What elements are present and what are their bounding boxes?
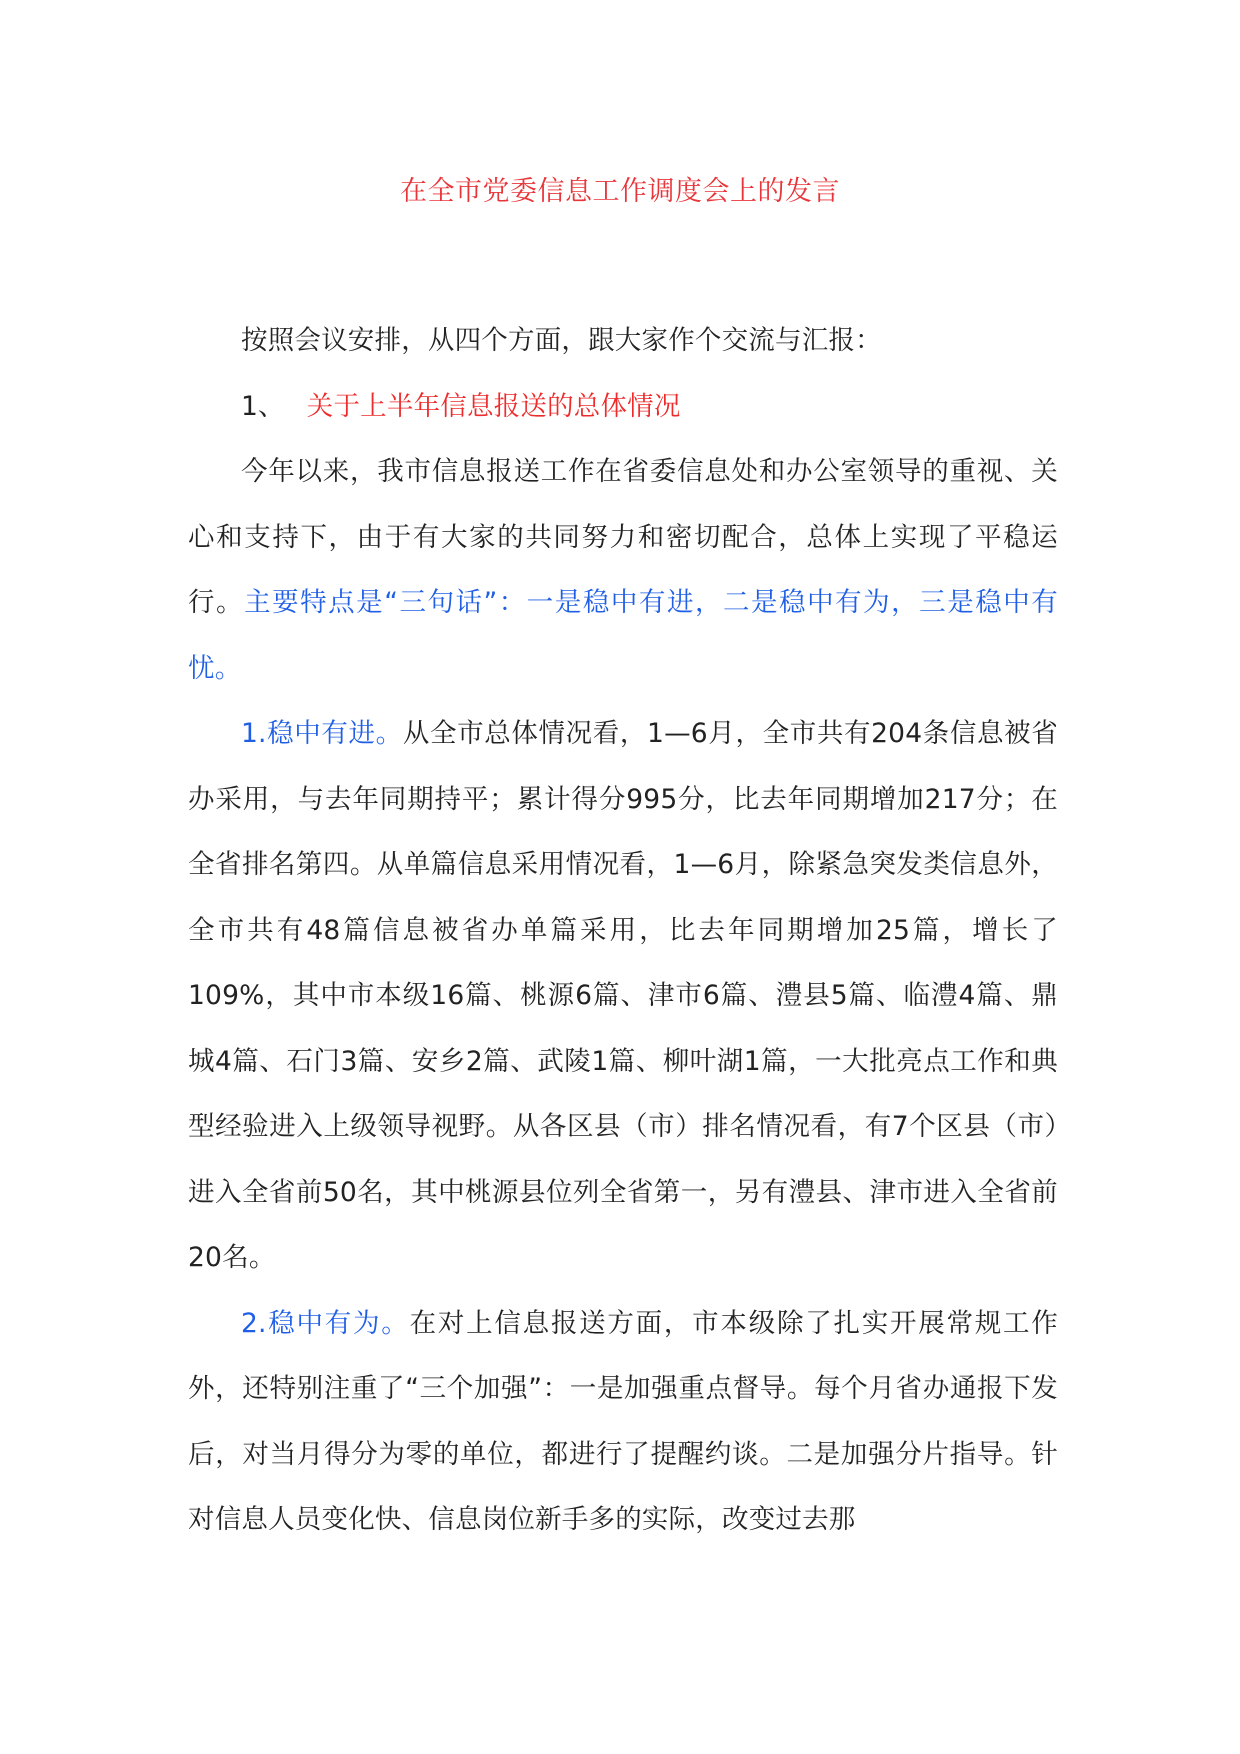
overview-highlight: 主要特点是“三句话”：一是稳中有进，二是稳中有为，三是稳中有忧。 [188, 587, 1058, 684]
overview-text: 今年以来，我市信息报送工作在省委信息处和办公室领导的重视、关心和支持下，由于有大家的共同努力和密切配合，总体上实现了平稳运行。 [188, 456, 1058, 618]
document-body [188, 308, 1058, 1553]
section-1-number: 1、 [241, 390, 285, 422]
section-1-heading [188, 374, 1058, 440]
point-2-label: 2.稳中有为。 [241, 1307, 410, 1339]
document-title: 在全市党委信息工作调度会上的发言 [400, 176, 840, 207]
point-1-text: 从全市总体情况看，1—6月，全市共有204条信息被省办采用，与去年同期持平；累计得分995分，比去年同期增加217分；在全省排名第四。从单篇信息采用情况看，1—6月，除紧急突发类信息外，全市共有48篇信息被省办单篇采用，比去年同期增加25篇，增长了109%，其中市本级16篇、桃源6篇、津市6篇、澧县5篇、临澧4篇、鼎城4篇、石门3篇、安乡2篇、武陵1篇、柳叶湖1篇，一大批亮点工作和典型经验进入上级领导视野。从各区县（市）排名情况看，有7个区县（市）进入全省前50名，其中桃源县位列全省第一，另有澧县、津市进入全省前20名。 [188, 718, 1058, 1273]
point-1-paragraph [188, 701, 1058, 1291]
point-1-label: 1.稳中有进。 [241, 718, 403, 749]
intro-text: 按照会议安排，从四个方面，跟大家作个交流与汇报： [241, 325, 882, 356]
point-2-text: 在对上信息报送方面，市本级除了扎实开展常规工作外，还特别注重了“三个加强”：一是加强重点督导。每个月省办通报下发后，对当月得分为零的单位，都进行了提醒约谈。二是加强分片指导。针对信息人员变化快、信息岗位新手多的实际，改变过去那 [188, 1307, 1059, 1535]
point-2-paragraph [188, 1291, 1058, 1553]
overview-paragraph [188, 439, 1058, 701]
intro-paragraph [188, 308, 1058, 374]
section-1-title: 关于上半年信息报送的总体情况 [306, 390, 681, 422]
